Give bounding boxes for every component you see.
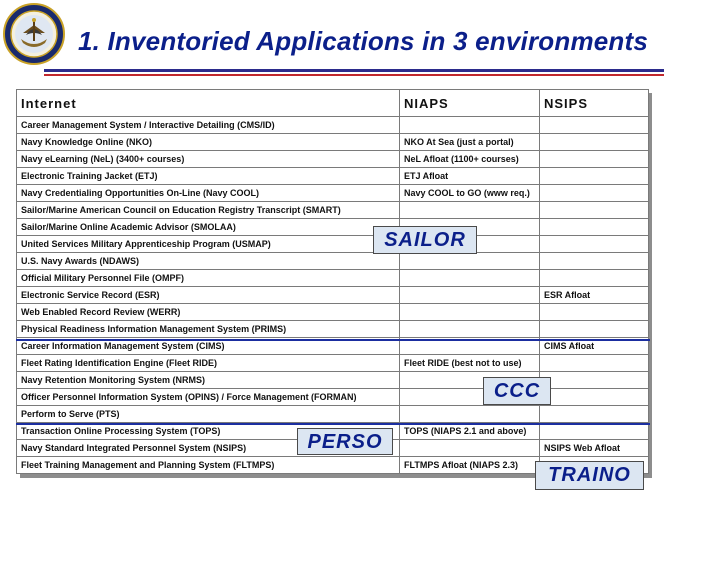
table-row <box>17 202 649 219</box>
table-header-row <box>17 90 649 117</box>
cell-nsips <box>540 185 649 202</box>
table-row <box>17 372 649 389</box>
cell-niaps <box>400 304 540 321</box>
cell-niaps <box>400 440 540 457</box>
group-line-perso <box>16 423 650 425</box>
cell-internet: Electronic Service Record (ESR) <box>17 287 400 304</box>
cell-niaps: Fleet RIDE (best not to use) <box>400 355 540 372</box>
cell-internet: Sailor/Marine American Council on Education Registry Transcript (SMART) <box>17 202 400 219</box>
cell-niaps: NKO At Sea (just a portal) <box>400 134 540 151</box>
table-row <box>17 168 649 185</box>
cell-niaps: ETJ Afloat <box>400 168 540 185</box>
cell-internet: Perform to Serve (PTS) <box>17 406 400 423</box>
cell-internet: Electronic Training Jacket (ETJ) <box>17 168 400 185</box>
tag-perso: PERSO <box>297 428 393 455</box>
cell-internet: Transaction Online Processing System (TOPS) <box>17 423 400 440</box>
cell-nsips <box>540 219 649 236</box>
cell-nsips <box>540 270 649 287</box>
tag-traino: TRAINO <box>535 461 644 490</box>
cell-internet: Fleet Training Management and Planning System (FLTMPS) <box>17 457 400 474</box>
table-row <box>17 304 649 321</box>
cell-niaps <box>400 287 540 304</box>
cell-internet: Career Information Management System (CIMS) <box>17 338 400 355</box>
table-row <box>17 236 649 253</box>
cell-nsips <box>540 253 649 270</box>
tag-ccc: CCC <box>483 377 551 405</box>
table-row <box>17 151 649 168</box>
table-row <box>17 389 649 406</box>
cell-internet: Fleet Rating Identification Engine (Fleet RIDE) <box>17 355 400 372</box>
table-row <box>17 219 649 236</box>
title-rule-blue <box>44 69 664 72</box>
cell-internet: Web Enabled Record Review (WERR) <box>17 304 400 321</box>
cell-nsips <box>540 134 649 151</box>
table-row <box>17 355 649 372</box>
cell-internet: Navy Standard Integrated Personnel System (NSIPS) <box>17 440 400 457</box>
cell-niaps: FLTMPS Afloat (NIAPS 2.3) <box>400 457 540 474</box>
cell-nsips <box>540 202 649 219</box>
cell-nsips <box>540 423 649 440</box>
cell-nsips: ESR Afloat <box>540 287 649 304</box>
cell-internet: Navy eLearning (NeL) (3400+ courses) <box>17 151 400 168</box>
header-nsips: NSIPS <box>540 90 649 117</box>
cell-internet: Physical Readiness Information Management System (PRIMS) <box>17 321 400 338</box>
table-row <box>17 406 649 423</box>
cell-internet: United Services Military Apprenticeship Program (USMAP) <box>17 236 400 253</box>
cell-internet: Navy Knowledge Online (NKO) <box>17 134 400 151</box>
cell-nsips <box>540 304 649 321</box>
cell-nsips: NSIPS Web Afloat <box>540 440 649 457</box>
cell-niaps: TOPS (NIAPS 2.1 and above) <box>400 423 540 440</box>
applications-table <box>16 89 648 474</box>
cell-nsips <box>540 236 649 253</box>
table-row <box>17 117 649 134</box>
cell-niaps: NeL Afloat (1100+ courses) <box>400 151 540 168</box>
table-row <box>17 270 649 287</box>
cell-internet: U.S. Navy Awards (NDAWS) <box>17 253 400 270</box>
cell-nsips: CIMS Afloat <box>540 338 649 355</box>
cell-nsips <box>540 117 649 134</box>
cell-niaps <box>400 117 540 134</box>
header-internet: Internet <box>17 90 400 117</box>
table-row <box>17 321 649 338</box>
cell-nsips <box>540 168 649 185</box>
cell-niaps <box>400 270 540 287</box>
table-row <box>17 287 649 304</box>
slide-title: 1. Inventoried Applications in 3 environments <box>78 26 649 56</box>
cell-internet: Sailor/Marine Online Academic Advisor (SMOLAA) <box>17 219 400 236</box>
table-row <box>17 185 649 202</box>
group-line-ccc <box>16 339 650 341</box>
cell-niaps <box>400 406 540 423</box>
table-row <box>17 134 649 151</box>
cell-nsips <box>540 389 649 406</box>
cell-internet: Navy Retention Monitoring System (NRMS) <box>17 372 400 389</box>
cell-niaps <box>400 202 540 219</box>
cell-nsips <box>540 151 649 168</box>
title-rule-red <box>44 74 664 76</box>
cell-nsips <box>540 406 649 423</box>
cell-nsips <box>540 355 649 372</box>
cell-nsips <box>540 321 649 338</box>
cell-internet: Career Management System / Interactive Detailing (CMS/ID) <box>17 117 400 134</box>
cell-internet: Navy Credentialing Opportunities On-Line (Navy COOL) <box>17 185 400 202</box>
table-row <box>17 253 649 270</box>
tag-sailor: SAILOR <box>373 226 477 254</box>
cell-niaps <box>400 253 540 270</box>
cell-niaps: Navy COOL to GO (www req.) <box>400 185 540 202</box>
navy-seal-logo <box>3 3 65 65</box>
cell-internet: Official Military Personnel File (OMPF) <box>17 270 400 287</box>
cell-internet: Officer Personnel Information System (OPINS) / Force Management (FORMAN) <box>17 389 400 406</box>
header-niaps: NIAPS <box>400 90 540 117</box>
cell-nsips <box>540 372 649 389</box>
cell-niaps <box>400 321 540 338</box>
